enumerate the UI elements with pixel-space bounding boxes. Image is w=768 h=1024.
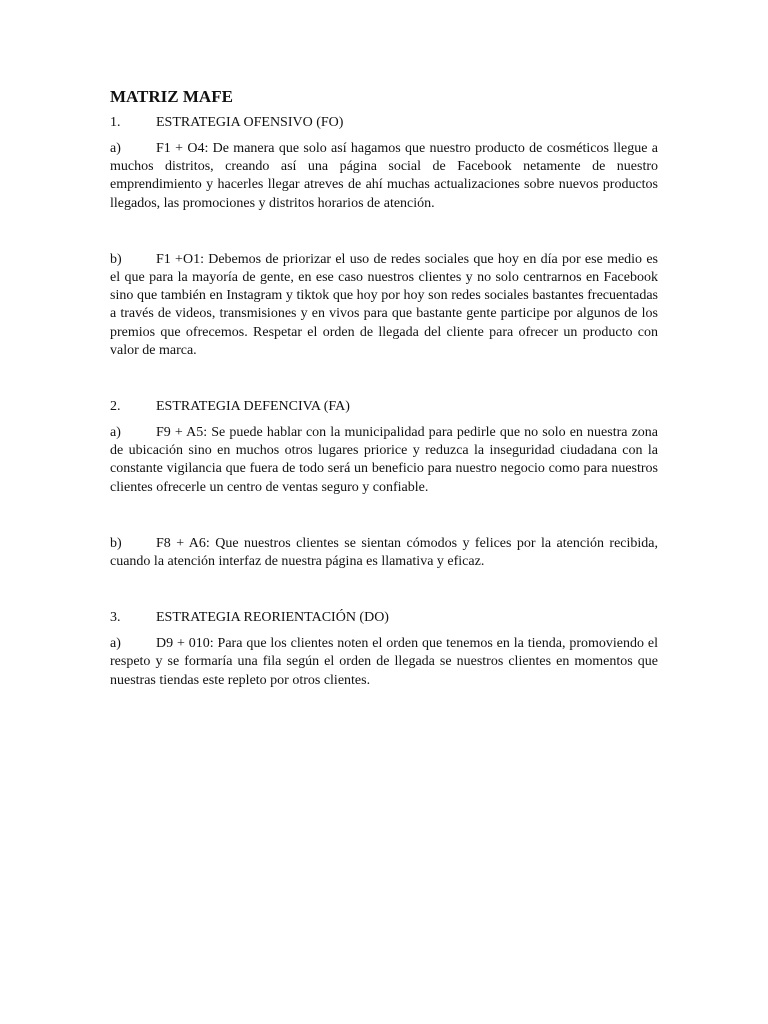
paragraph-gap [110, 497, 658, 535]
section-heading-fa [110, 398, 658, 416]
item-text: F9 + A5: Se puede hablar con la municipalidad para pedirle que no solo en nuestra zona de ubicación sino en muchos otros lugares priorice y reduzca la inseguridad ciudadana con la constante vigilancia que fuera de todo será un beneficio para nuestro negocio como para nuestros clientes ofrecerle un centro de ventas seguro y confiable. [110, 425, 658, 495]
section-title: ESTRATEGIA REORIENTACIÓN (DO) [156, 610, 389, 626]
item-text: F8 + A6: Que nuestros clientes se sientan cómodos y felices por la atención recibida, cuando la atención interfaz de nuestra página es llamativa y eficaz. [110, 535, 658, 570]
document-page [110, 86, 658, 690]
item-label: a) [110, 636, 121, 652]
document-title: MATRIZ MAFE [110, 87, 233, 106]
item-label: b) [110, 251, 122, 267]
item-text: F1 + O4: De manera que solo así hagamos que nuestro producto de cosméticos llegue a muchos distritos, creando así una página social de Facebook netamente de nuestro emprendimiento y hacerles llegar atreves de ahí muchas actualizaciones sobre nuevos productos llegados, las promociones y distritos horarios de atención. [110, 141, 658, 211]
item-label: a) [110, 425, 121, 441]
section-title: ESTRATEGIA DEFENCIVA (FA) [156, 399, 350, 415]
section-number: 2. [110, 399, 121, 415]
item-text: F1 +O1: Debemos de priorizar el uso de redes sociales que hoy en día por ese medio es el que para la mayoría de gente, en ese caso nuestros clientes y no solo centrarnos en Facebook sino que también en Instagram y tiktok que hoy por hoy son redes sociales bastantes frecuentadas a través de videos, transmisiones y en vivos para que bastante gente participe por algunos de los premios que ofrecemos. Respetar el orden de llegada del cliente para ofrecer un producto con valor de marca. [110, 251, 658, 358]
strategy-paragraph-fa-b [110, 535, 658, 571]
paragraph-gap [110, 360, 658, 398]
strategy-paragraph-do-a [110, 635, 658, 690]
section-number: 1. [110, 115, 121, 130]
section-title: ESTRATEGIA OFENSIVO (FO) [156, 115, 344, 130]
paragraph-gap [110, 213, 658, 251]
strategy-paragraph-fo-a [110, 140, 658, 213]
item-text: D9 + 010: Para que los clientes noten el orden que tenemos en la tienda, promoviendo el respeto y se formaría una fila según el orden de llegada se nuestros clientes en momentos que nuestras tiendas este repleto por otros clientes. [110, 636, 658, 688]
strategy-paragraph-fa-a [110, 424, 658, 497]
section-heading-do [110, 609, 658, 627]
section-heading-fo [110, 114, 658, 132]
item-label: a) [110, 141, 121, 156]
paragraph-gap [110, 571, 658, 609]
strategy-paragraph-fo-b [110, 251, 658, 360]
section-number: 3. [110, 610, 121, 626]
item-label: b) [110, 535, 122, 551]
